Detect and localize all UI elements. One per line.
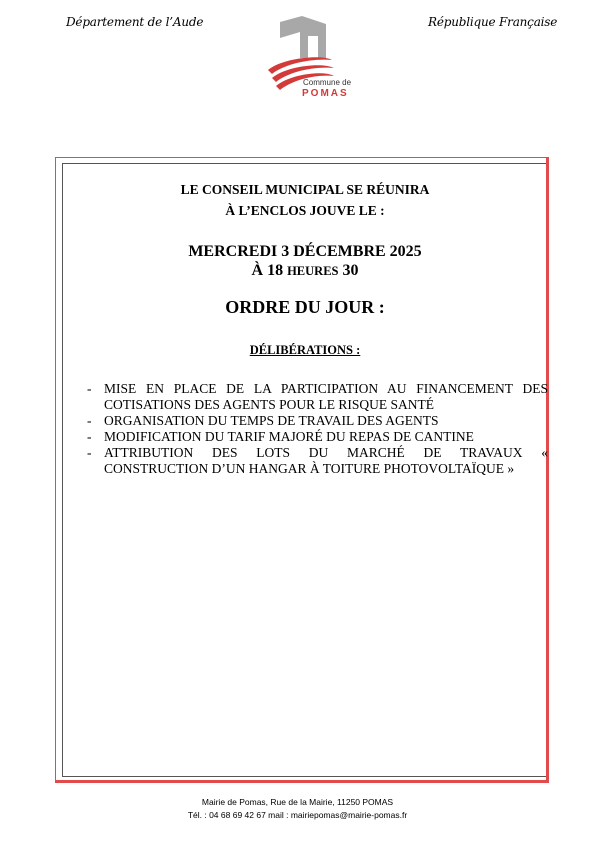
- agenda-item-text: ORGANISATION DU TEMPS DE TRAVAIL DES AGENTS: [104, 413, 439, 428]
- section-deliberations: DÉLIBÉRATIONS :: [249, 343, 361, 357]
- meeting-time: [62, 262, 548, 280]
- header-department: Département de l’Aude: [66, 15, 204, 29]
- frame-red-bottom-edge: [56, 780, 548, 782]
- list-item: [84, 413, 548, 429]
- time-suffix: 30: [342, 262, 359, 279]
- agenda-item-text: ATTRIBUTION DES LOTS DU MARCHÉ DE TRAVAUX « CONSTRUCTION D’UN HANGAR À TOITURE PHOTOVOLTAÏQUE »: [104, 445, 548, 476]
- dash-bullet-icon: -: [87, 381, 92, 396]
- list-item: [84, 429, 548, 445]
- list-item: [84, 445, 548, 477]
- meeting-date: MERCREDI 3 DÉCEMBRE 2025: [188, 243, 422, 260]
- agenda-list: [84, 381, 548, 477]
- meeting-line-1: LE CONSEIL MUNICIPAL SE RÉUNIRA: [180, 182, 430, 197]
- logo-commune-name: POMAS: [302, 88, 349, 99]
- footer-address: Mairie de Pomas, Rue de la Mairie, 11250 POMAS: [201, 797, 394, 807]
- list-item: [84, 381, 548, 413]
- agenda-title: ORDRE DU JOUR :: [225, 297, 385, 317]
- logo-commune-label: Commune de: [303, 78, 352, 87]
- dash-bullet-icon: -: [87, 445, 92, 460]
- time-prefix: À 18: [251, 262, 284, 279]
- agenda-item-text: MISE EN PLACE DE LA PARTICIPATION AU FINANCEMENT DES COTISATIONS DES AGENTS POUR LE RISQUE SANTÉ: [104, 381, 548, 412]
- agenda-item-text: MODIFICATION DU TARIF MAJORÉ DU REPAS DE CANTINE: [104, 429, 474, 444]
- header-republic: République Française: [428, 15, 558, 29]
- footer-contact: Tél. : 04 68 69 42 67 mail : mairiepomas@mairie-pomas.fr: [187, 810, 408, 820]
- dash-bullet-icon: -: [87, 429, 92, 444]
- dash-bullet-icon: -: [87, 413, 92, 428]
- time-word: HEURES: [287, 264, 339, 278]
- meeting-line-2: À L’ENCLOS JOUVE LE :: [225, 203, 385, 218]
